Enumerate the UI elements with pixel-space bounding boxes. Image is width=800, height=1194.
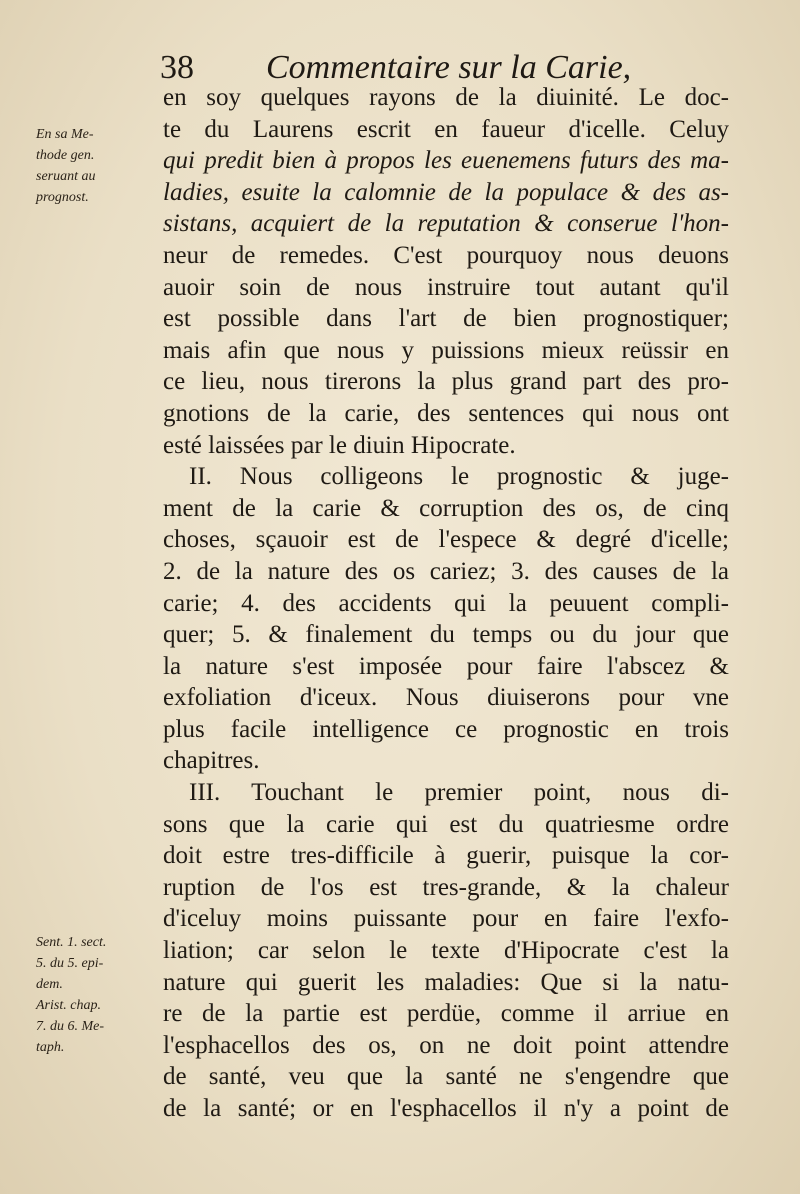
body-line: esté laissées par le diuin Hipocrate. <box>163 431 516 459</box>
margin-note-line: seruant au <box>36 169 96 184</box>
body-line: sons que la carie qui est du quatriesme ordre <box>163 810 729 838</box>
body-line: chapitres. <box>163 747 260 775</box>
body-line: exfoliation d'iceux. Nous diuiserons pour vne <box>163 684 729 712</box>
body-line: quer; 5. & finalement du temps ou du jour que <box>163 621 729 649</box>
body-line: re de la partie est perdüe, comme il arriue en <box>163 1000 729 1028</box>
body-line: III. Touchant le premier point, nous di- <box>189 779 729 807</box>
body-line: qui predit bien à propos les euenemens futurs des ma- <box>163 147 729 175</box>
body-line: neur de remedes. C'est pourquoy nous deuons <box>163 241 729 269</box>
body-line: sistans, acquiert de la reputation & conserue l'hon- <box>163 210 729 238</box>
body-line: ment de la carie & corruption des os, de cinq <box>163 494 729 522</box>
margin-note-line: 7. du 6. Me- <box>36 1019 105 1034</box>
body-line: choses, sçauoir est de l'espece & degré d'icelle; <box>163 526 729 554</box>
running-title: Commentaire sur la Carie, <box>266 49 632 86</box>
margin-note-method <box>36 124 154 208</box>
margin-note-line: Sent. 1. sect. <box>36 935 107 950</box>
body-line: est possible dans l'art de bien prognostiquer; <box>163 305 729 333</box>
body-line: nature qui guerit les maladies: Que si la natu- <box>163 968 729 996</box>
body-line: mais afin que nous y puissions mieux reüssir en <box>163 336 729 364</box>
body-line: l'esphacellos des os, on ne doit point attendre <box>163 1031 729 1059</box>
body-line: carie; 4. des accidents qui la peuuent compli- <box>163 589 729 617</box>
margin-note-line: 5. du 5. epi- <box>36 956 104 971</box>
body-line: de la santé; or en l'esphacellos il n'y a point de <box>163 1095 729 1122</box>
margin-note-line: dem. <box>36 977 63 992</box>
margin-note-line: taph. <box>36 1040 65 1055</box>
body-line: auoir soin de nous instruire tout autant qu'il <box>163 273 729 301</box>
body-line: liation; car selon le texte d'Hipocrate c'est la <box>163 937 729 965</box>
body-line: d'iceluy moins puissante pour en faire l'exfo- <box>163 905 729 933</box>
margin-note-line: En sa Me- <box>36 127 94 142</box>
margin-note-line: thode gen. <box>36 148 95 163</box>
page-number: 38 <box>160 49 194 86</box>
body-text <box>163 82 729 1125</box>
margin-note-line: prognost. <box>36 190 89 205</box>
body-line: II. Nous colligeons le prognostic & juge- <box>189 463 729 491</box>
body-line: la nature s'est imposée pour faire l'abscez & <box>163 652 729 680</box>
body-line: gnotions de la carie, des sentences qui nous ont <box>163 399 729 427</box>
body-line: ladies, esuite la calomnie de la populace & des as- <box>163 178 729 206</box>
body-line: de santé, veu que la santé ne s'engendre que <box>163 1063 729 1091</box>
body-line: 2. de la nature des os cariez; 3. des causes de la <box>163 557 729 585</box>
body-line: plus facile intelligence ce prognostic en trois <box>163 715 729 743</box>
body-line: ruption de l'os est tres-grande, & la chaleur <box>163 873 729 901</box>
body-line: en soy quelques rayons de la diuinité. Le doc- <box>163 84 729 111</box>
margin-note-line: Arist. chap. <box>36 998 101 1013</box>
body-line: doit estre tres-difficile à guerir, puisque la cor- <box>163 842 729 870</box>
body-line: ce lieu, nous tirerons la plus grand part des pro- <box>163 368 729 396</box>
margin-note-references <box>36 932 154 1058</box>
body-line: te du Laurens escrit en faueur d'icelle. Celuy <box>163 115 729 143</box>
